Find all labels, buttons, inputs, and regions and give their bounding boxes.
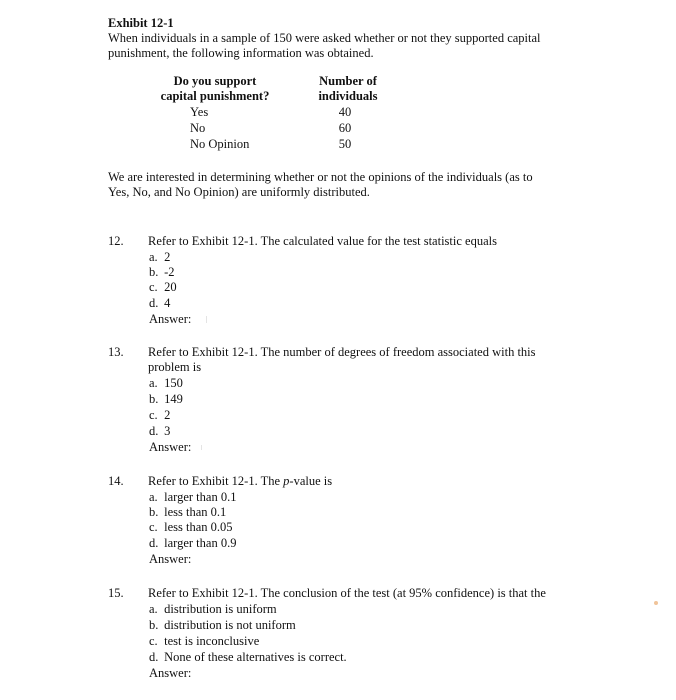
option-d — [149, 424, 170, 439]
faint-mark — [201, 445, 202, 450]
marker-dot — [654, 601, 658, 605]
question-text: Refer to Exhibit 12-1. The conclusion of the test (at 95% confidence) is that the — [148, 586, 546, 600]
option-a — [149, 250, 170, 265]
option-c — [149, 280, 177, 295]
question-text: Refer to Exhibit 12-1. The calculated value for the test statistic equals — [148, 234, 497, 248]
option-letter: a. — [149, 602, 158, 616]
option-letter: a. — [149, 490, 158, 504]
option-c — [149, 634, 259, 649]
question-number: 15. — [108, 586, 124, 600]
question-text-prefix: Refer to Exhibit 12-1. The — [148, 474, 284, 488]
option-letter: c. — [149, 520, 158, 534]
question-number: 14. — [108, 474, 124, 488]
option-text: 2 — [164, 250, 171, 264]
option-text: 149 — [164, 392, 183, 406]
option-text: 4 — [164, 296, 171, 310]
table-row-count: 50 — [338, 137, 352, 151]
table-row-label: Yes — [190, 105, 209, 119]
faint-mark — [206, 316, 207, 323]
option-c — [149, 408, 170, 423]
exhibit-goal-line-2: Yes, No, and No Opinion) are uniformly distributed. — [108, 185, 370, 199]
exhibit-title: Exhibit 12-1 — [108, 16, 174, 30]
table-header-support — [148, 74, 282, 104]
table-header-support-line-2: capital punishment? — [160, 89, 270, 103]
option-text: None of these alternatives is correct. — [164, 650, 347, 664]
option-letter: b. — [149, 618, 159, 632]
option-text: distribution is uniform — [164, 602, 277, 616]
option-letter: d. — [149, 536, 159, 550]
option-letter: b. — [149, 392, 159, 406]
answer-label: Answer: — [149, 552, 192, 566]
option-a — [149, 602, 277, 617]
exhibit-intro-line-2: punishment, the following information was obtained. — [108, 46, 374, 60]
exhibit-table — [148, 74, 408, 156]
table-row-label: No Opinion — [190, 137, 250, 151]
option-letter: b. — [149, 505, 159, 519]
question-text — [148, 345, 608, 375]
option-text: larger than 0.9 — [164, 536, 237, 550]
question-number: 12. — [108, 234, 124, 248]
option-letter: c. — [149, 408, 158, 422]
answer-label: Answer: — [149, 312, 192, 326]
question-text — [148, 474, 608, 489]
option-letter: c. — [149, 634, 158, 648]
table-header-support-line-1: Do you support — [173, 74, 257, 88]
option-text: less than 0.05 — [164, 520, 233, 534]
option-text: distribution is not uniform — [164, 618, 296, 632]
option-text: 20 — [164, 280, 177, 294]
table-row-count: 60 — [338, 121, 352, 135]
option-text: test is inconclusive — [164, 634, 260, 648]
exhibit-intro-line-1: When individuals in a sample of 150 were asked whether or not they supported capital — [108, 31, 541, 45]
table-header-count-line-1: Number of — [319, 74, 377, 88]
question-text-line-1: Refer to Exhibit 12-1. The number of degrees of freedom associated with this — [148, 345, 536, 359]
option-b — [149, 265, 175, 280]
option-letter: d. — [149, 650, 159, 664]
question-text-line-2: problem is — [148, 360, 202, 374]
answer-label: Answer: — [149, 440, 192, 454]
option-letter: a. — [149, 250, 158, 264]
option-letter: c. — [149, 280, 158, 294]
option-text: larger than 0.1 — [164, 490, 237, 504]
option-b — [149, 392, 183, 407]
answer-label: Answer: — [149, 666, 192, 680]
option-a — [149, 376, 183, 391]
option-letter: a. — [149, 376, 158, 390]
exhibit-goal-line-1: We are interested in determining whether or not the opinions of the individuals (as to — [108, 170, 533, 184]
question-text-italic: p — [283, 474, 290, 488]
option-d — [149, 650, 347, 665]
table-row-count: 40 — [338, 105, 352, 119]
option-d — [149, 296, 170, 311]
option-b — [149, 618, 296, 633]
table-header-count — [308, 74, 388, 104]
table-header-count-line-2: individuals — [318, 89, 378, 103]
option-c — [149, 520, 233, 535]
option-text: 2 — [164, 408, 171, 422]
option-d — [149, 536, 236, 551]
question-number: 13. — [108, 345, 124, 359]
option-a — [149, 490, 236, 505]
option-letter: d. — [149, 424, 159, 438]
option-text: -2 — [164, 265, 175, 279]
option-letter: b. — [149, 265, 159, 279]
question-text-suffix: -value is — [289, 474, 333, 488]
table-row-label: No — [190, 121, 206, 135]
option-letter: d. — [149, 296, 159, 310]
option-text: 3 — [164, 424, 171, 438]
option-text: less than 0.1 — [164, 505, 227, 519]
option-text: 150 — [164, 376, 183, 390]
option-b — [149, 505, 226, 520]
